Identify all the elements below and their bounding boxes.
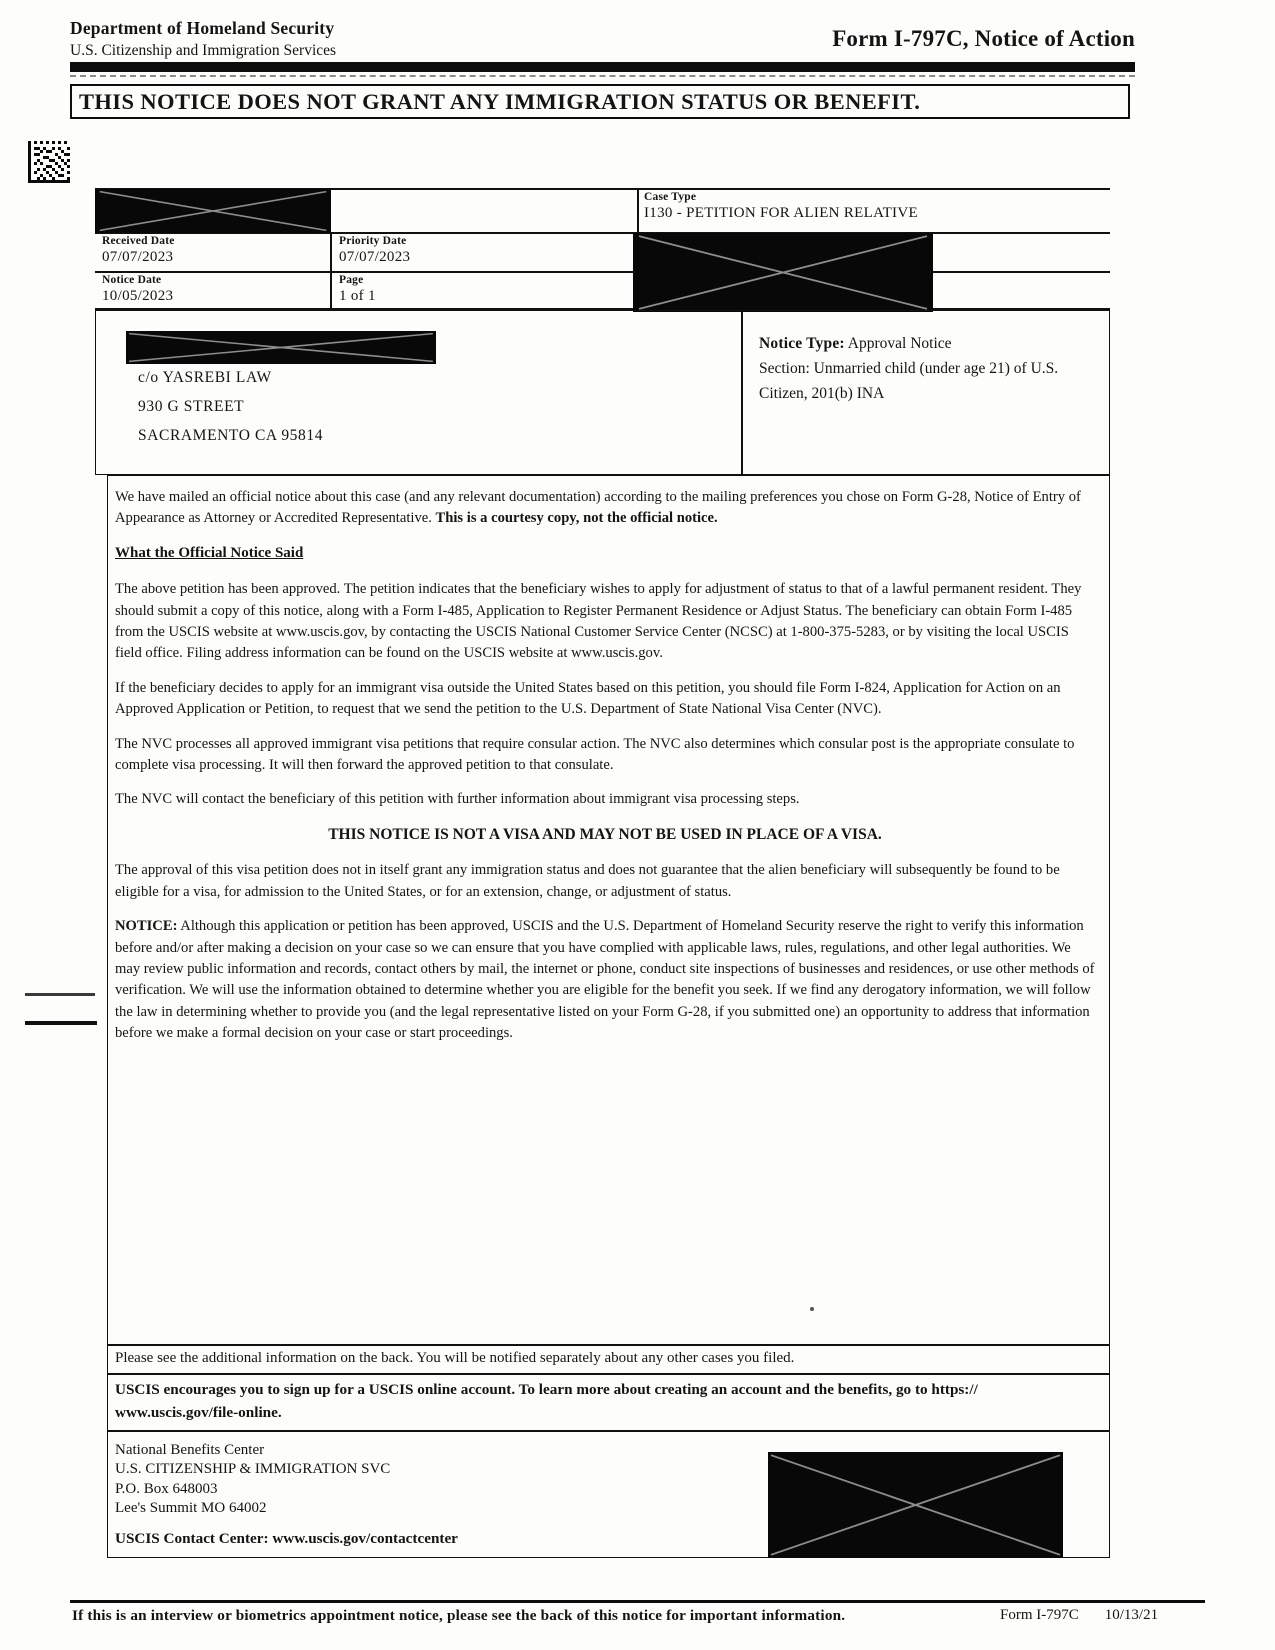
not-a-visa-statement: THIS NOTICE IS NOT A VISA AND MAY NOT BE USED IN PLACE OF A VISA. xyxy=(328,825,882,843)
margin-mark xyxy=(25,1021,97,1025)
redaction-box xyxy=(95,189,331,233)
case-type-label: Case Type xyxy=(644,191,697,203)
form-title: Form I-797C, Notice of Action xyxy=(832,26,1135,51)
footer-form-id xyxy=(1000,1607,1158,1624)
notice-text: Although this application or petition has been approved, USCIS and the U.S. Department of Homeland Security reserve the right to verify this information before and/or after making a decision on your case so we can ensure that you have complied with applicable laws, rules, regulations, and other legal authorities. We may review public information and records, contact others by mail, the internet or phone, conduct site inspections of businesses and residences, or use other methods of verification. We will use the information obtained to determine whether you are eligible for the benefit you seek. If we find any derogatory information, we will follow the law in determining whether to provide you (and the legal representative listed on your Form G-28, if you submitted one) an opportunity to address that information before we make a formal decision on your case or start proceedings. xyxy=(115,918,1095,1042)
addressee-line: 930 G STREET xyxy=(138,398,245,415)
redaction-box xyxy=(768,1452,1063,1558)
box-divider xyxy=(741,311,743,474)
online-account-row xyxy=(108,1373,1109,1432)
online-account-line1: USCIS encourages you to sign up for a USCIS online account. To learn more about creating an account and the benefits, go to https:// xyxy=(115,1380,978,1398)
paragraph-outside-us: If the beneficiary decides to apply for an immigrant visa outside the United States based on this petition, you should file Form I-824, Application for Action on an Approved Application or Petition, to request that we send the petition to the U.S. Department of State National Visa Center (NVC). xyxy=(115,679,1061,718)
agency-subname: U.S. Citizenship and Immigration Services xyxy=(70,42,337,59)
courtesy-intro: We have mailed an official notice about this case (and any relevant documentation) according to the mailing preferences you chose on Form G-28, Notice of Entry of Appearance as Attorney or Accredited Representative. xyxy=(115,489,1081,527)
received-date-cell xyxy=(95,232,332,266)
paragraph-nvc-contact: The NVC will contact the beneficiary of this petition with further information about immigrant visa processing steps. xyxy=(115,791,800,808)
redaction-box xyxy=(633,233,933,312)
footer-revision-date: 10/13/21 xyxy=(1104,1607,1159,1623)
contact-center-line: USCIS Contact Center: www.uscis.gov/contactcenter xyxy=(115,1529,458,1547)
courtesy-paragraph xyxy=(115,487,1095,530)
addressee-notice-box xyxy=(95,310,1110,475)
page-label: Page xyxy=(339,274,364,286)
page-cell xyxy=(332,271,639,305)
paragraph-no-status: The approval of this visa petition does not in itself grant any immigration status and does not guarantee that the alien beneficiary will subsequently be found to be eligible for a visa, for admission to the United States, or for an extension, change, or adjustment of status. xyxy=(115,862,1060,900)
notice-type-value: Approval Notice xyxy=(844,335,952,352)
no-benefit-banner: THIS NOTICE DOES NOT GRANT ANY IMMIGRATION STATUS OR BENEFIT. xyxy=(70,84,1130,119)
addressee-block xyxy=(138,363,323,450)
paragraph-nvc-process: The NVC processes all approved immigrant visa petitions that require consular action. The NVC also determines which consular post is the appropriate consulate to complete visa processing. It will then forward the approved petition to that consulate. xyxy=(115,735,1075,774)
footer-note: If this is an interview or biometrics appointment notice, please see the back of this notice for important information. xyxy=(72,1607,846,1624)
received-date-label: Received Date xyxy=(102,235,175,247)
redaction-box xyxy=(126,331,436,364)
paragraph-approved: The above petition has been approved. The petition indicates that the beneficiary wishes to apply for adjustment of status to that of a lawful permanent resident. They should submit a copy of this notice, along with a Form I-485, Application to Register Permanent Residence or Adjust Status. The beneficiary can obtain Form I-485 from the USCIS website at www.uscis.gov, by contacting the USCIS National Customer Service Center (NCSC) at 1-800-375-5283, or by visiting the local USCIS field office. Filing address information can be found on the USCIS website at www.uscis.gov. xyxy=(115,581,1082,662)
priority-date-value: 07/07/2023 xyxy=(339,249,411,265)
scan-artifact-dot xyxy=(810,1307,814,1311)
addressee-line: c/o YASREBI LAW xyxy=(138,369,272,386)
notice-date-value: 10/05/2023 xyxy=(102,288,174,304)
priority-date-cell xyxy=(332,232,639,266)
priority-date-label: Priority Date xyxy=(339,235,407,247)
received-date-value: 07/07/2023 xyxy=(102,249,174,265)
agency-header xyxy=(70,18,630,60)
notice-body-box xyxy=(107,475,1110,1558)
office-line: National Benefits Center xyxy=(115,1441,265,1458)
notice-date-label: Notice Date xyxy=(102,274,162,286)
paragraph-notice xyxy=(115,916,1095,1044)
online-account-line2: www.uscis.gov/file-online. xyxy=(115,1403,282,1421)
footer-form-number: Form I-797C xyxy=(1000,1607,1079,1623)
margin-mark xyxy=(25,993,95,996)
agency-name: Department of Homeland Security xyxy=(70,18,335,38)
courtesy-bold: This is a courtesy copy, not the official notice. xyxy=(435,510,718,527)
notice-type-label: Notice Type: xyxy=(759,335,845,352)
office-line: U.S. CITIZENSHIP & IMMIGRATION SVC xyxy=(115,1461,391,1478)
section-heading: What the Official Notice Said xyxy=(115,544,304,561)
notice-type-line xyxy=(759,331,1089,356)
notice-date-cell xyxy=(95,271,332,305)
header-rule xyxy=(70,62,1135,72)
header-rule-shadow xyxy=(70,75,1135,77)
additional-info-row: Please see the additional information on the back. You will be notified separately about any other cases you filed. xyxy=(108,1344,1109,1372)
office-line: P.O. Box 648003 xyxy=(115,1480,218,1497)
datamatrix-barcode-icon xyxy=(28,141,70,183)
notice-label: NOTICE: xyxy=(115,918,178,935)
notice-type-block xyxy=(759,331,1089,406)
case-type-cell xyxy=(637,188,1114,222)
office-line: Lee's Summit MO 64002 xyxy=(115,1500,267,1517)
case-type-value: I130 - PETITION FOR ALIEN RELATIVE xyxy=(644,205,918,221)
page-value: 1 of 1 xyxy=(339,288,376,304)
notice-body-text xyxy=(108,476,1109,1045)
section-line: Section: Unmarried child (under age 21) of U.S. Citizen, 201(b) INA xyxy=(759,360,1059,402)
footer-rule xyxy=(70,1600,1205,1603)
addressee-line: SACRAMENTO CA 95814 xyxy=(138,427,324,444)
